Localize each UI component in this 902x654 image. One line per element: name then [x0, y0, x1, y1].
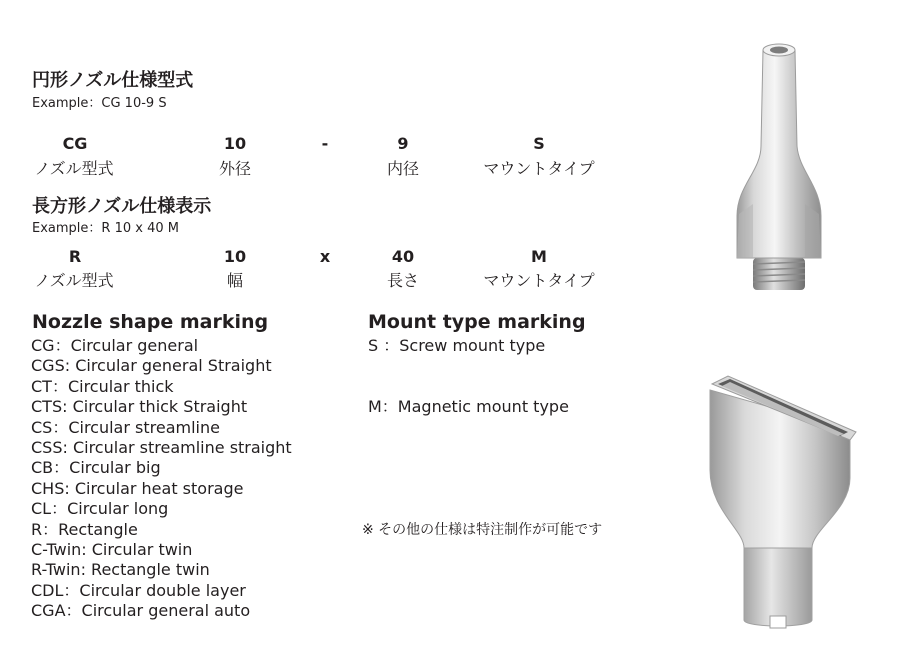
nozzle-shape-item: CGA：Circular general auto	[31, 601, 251, 621]
mount-type-magnetic: M：Magnetic mount type	[368, 397, 569, 416]
rect-label-length: 長さ	[386, 271, 419, 290]
circular-title: 円形ノズル仕様型式	[32, 70, 194, 91]
circular-label-id: 内径	[386, 159, 419, 178]
circular-code-mount: S	[533, 134, 545, 153]
rectangular-nozzle-image	[700, 370, 870, 634]
circular-code-od: 10	[223, 134, 247, 153]
nozzle-shape-list	[31, 336, 292, 622]
rect-code-mount: M	[531, 247, 547, 266]
nozzle-shape-heading: Nozzle shape marking	[32, 311, 269, 333]
rect-code-length: 40	[391, 247, 415, 266]
custom-order-note: ※ その他の仕様は特注制作が可能です	[362, 522, 603, 538]
nozzle-shape-item: CGS: Circular general Straight	[31, 356, 272, 376]
rectangular-example: Example：R 10 x 40 M	[32, 221, 179, 236]
rect-code-width: 10	[223, 247, 247, 266]
nozzle-shape-item: CT：Circular thick	[31, 376, 174, 396]
nozzle-shape-item: CTS: Circular thick Straight	[31, 397, 248, 417]
circular-label-type: ノズル型式	[34, 159, 114, 178]
rect-code-type: R	[68, 247, 82, 266]
rect-label-mount: マウントタイプ	[483, 271, 595, 290]
circular-label-mount: マウントタイプ	[483, 159, 595, 178]
circular-code-type: CG	[62, 134, 88, 153]
nozzle-shape-item: CS：Circular streamline	[31, 417, 220, 437]
rect-code-x: x	[319, 247, 331, 266]
circular-code-id: 9	[397, 134, 409, 153]
rect-label-type: ノズル型式	[34, 271, 114, 290]
nozzle-shape-item: C-Twin: Circular twin	[31, 540, 193, 560]
mount-type-heading: Mount type marking	[368, 311, 586, 333]
nozzle-shape-item: CB：Circular big	[31, 458, 161, 478]
nozzle-shape-item: R-Twin: Rectangle twin	[31, 560, 210, 580]
circular-label-od: 外径	[218, 159, 251, 178]
rectangular-title: 長方形ノズル仕様表示	[32, 196, 212, 217]
round-nozzle-image	[725, 36, 835, 298]
nozzle-shape-item: CDL：Circular double layer	[31, 580, 246, 600]
nozzle-shape-item: CL：Circular long	[31, 499, 169, 519]
circular-code-dash: -	[321, 134, 329, 153]
nozzle-shape-item: R：Rectangle	[31, 519, 138, 539]
nozzle-shape-item: CHS: Circular heat storage	[31, 478, 244, 498]
rect-label-width: 幅	[226, 271, 243, 290]
nozzle-shape-item: CSS: Circular streamline straight	[31, 438, 292, 458]
circular-example: Example：CG 10-9 S	[32, 96, 167, 111]
nozzle-shape-item: CG：Circular general	[31, 336, 199, 355]
mount-type-screw: S ：Screw mount type	[368, 336, 546, 355]
